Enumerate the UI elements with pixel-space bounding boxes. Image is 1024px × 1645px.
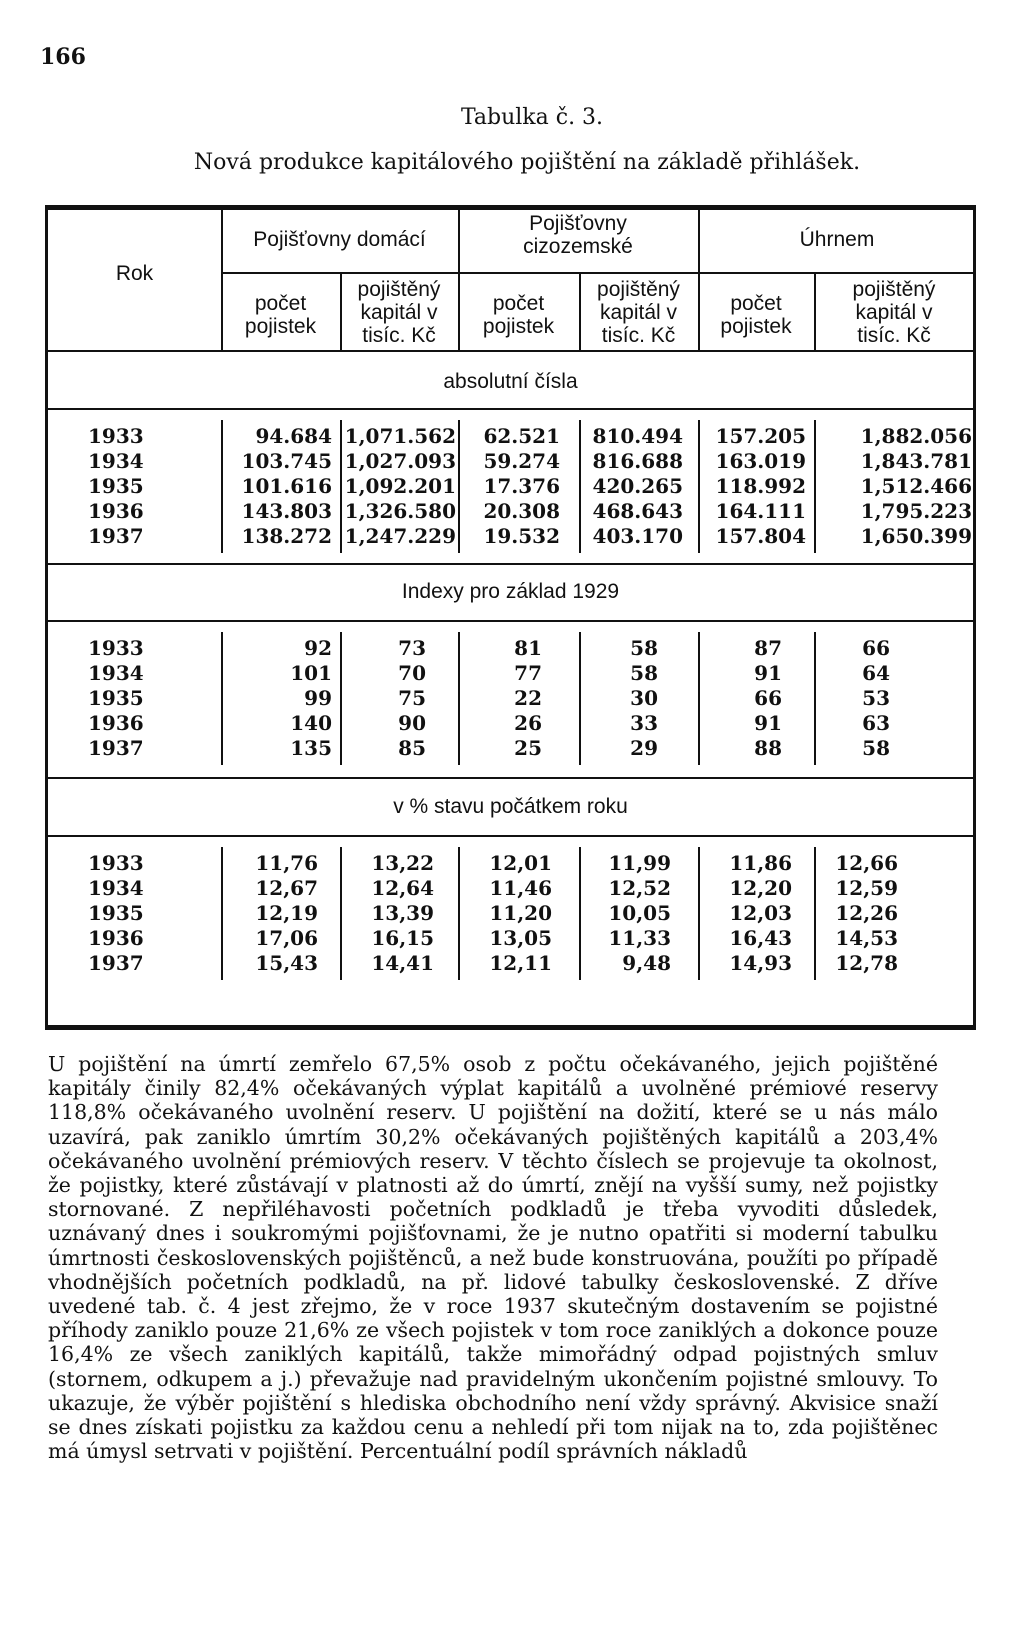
value-cell: 11,86 <box>729 851 792 875</box>
divider <box>814 632 816 765</box>
divider <box>458 847 460 980</box>
divider <box>698 632 700 765</box>
header-count-total <box>698 292 814 338</box>
value-cell: 11,99 <box>608 851 671 875</box>
value-cell: 1,027.093 <box>344 449 456 473</box>
divider <box>340 632 342 765</box>
value-cell: 12,19 <box>255 901 318 925</box>
table-label: Tabulka č. 3. <box>460 105 604 130</box>
header-count-line1: počet <box>254 292 307 315</box>
abs-tot-count <box>702 424 806 549</box>
value-cell: 1,071.562 <box>344 424 456 448</box>
value-cell: 135 <box>290 736 332 760</box>
abs-for-capital <box>583 424 683 549</box>
year-cell: 1934 <box>88 449 144 473</box>
value-cell: 53 <box>862 686 890 710</box>
year-cell: 1935 <box>88 901 144 925</box>
section-index: Indexy pro základ 1929 <box>401 580 620 603</box>
value-cell: 90 <box>398 711 426 735</box>
value-cell: 66 <box>754 686 782 710</box>
divider <box>698 420 700 553</box>
value-cell: 101.616 <box>241 474 332 498</box>
header-foreign-line2: cizozemské <box>523 235 633 259</box>
year-cell: 1934 <box>88 661 144 685</box>
value-cell: 77 <box>514 661 542 685</box>
value-cell: 85 <box>398 736 426 760</box>
header-capital-line1: pojištěný <box>357 278 441 301</box>
idx-for-capital <box>583 636 658 761</box>
value-cell: 19.532 <box>483 524 560 548</box>
header-capital-line3: tisíc. Kč <box>362 324 436 348</box>
value-cell: 1,326.580 <box>344 499 456 523</box>
divider <box>48 777 973 779</box>
year-cell: 1937 <box>88 524 144 548</box>
header-capital-line3: tisíc. Kč <box>857 324 931 348</box>
value-cell: 70 <box>398 661 426 685</box>
header-capital-foreign <box>579 278 698 347</box>
value-cell: 1,092.201 <box>344 474 456 498</box>
value-cell: 25 <box>514 736 542 760</box>
header-capital-domestic <box>340 278 458 347</box>
pct-dom-capital <box>344 851 434 976</box>
value-cell: 15,43 <box>255 951 318 975</box>
value-cell: 1,843.781 <box>860 449 972 473</box>
value-cell: 20.308 <box>483 499 560 523</box>
section-percent: v % stavu počátkem roku <box>393 795 628 818</box>
header-count-foreign <box>458 292 579 338</box>
value-cell: 87 <box>754 636 782 660</box>
idx-for-count <box>462 636 542 761</box>
abs-for-count <box>462 424 560 549</box>
value-cell: 58 <box>862 736 890 760</box>
idx-dom-count <box>228 636 332 761</box>
pct-for-count <box>462 851 552 976</box>
years-absolute <box>88 424 144 549</box>
header-count-line2: pojistek <box>244 315 317 339</box>
year-cell: 1936 <box>88 711 144 735</box>
header-capital-line1: pojištěný <box>852 278 936 301</box>
header-count-line2: pojistek <box>720 315 792 339</box>
abs-tot-capital <box>818 424 972 549</box>
value-cell: 420.265 <box>592 474 683 498</box>
years-percent <box>88 851 144 976</box>
year-cell: 1936 <box>88 499 144 523</box>
value-cell: 101 <box>290 661 332 685</box>
value-cell: 91 <box>754 711 782 735</box>
value-cell: 58 <box>630 636 658 660</box>
divider <box>698 847 700 980</box>
value-cell: 26 <box>514 711 542 735</box>
year-cell: 1936 <box>88 926 144 950</box>
divider <box>340 420 342 553</box>
header-count-line1: počet <box>730 292 782 315</box>
year-cell: 1935 <box>88 686 144 710</box>
idx-tot-count <box>702 636 782 761</box>
value-cell: 157.804 <box>715 524 806 548</box>
value-cell: 118.992 <box>715 474 806 498</box>
value-cell: 59.274 <box>483 449 560 473</box>
value-cell: 11,20 <box>489 901 552 925</box>
header-count-domestic <box>221 292 340 338</box>
value-cell: 63 <box>862 711 890 735</box>
divider <box>48 408 973 410</box>
header-capital-line2: kapitál v <box>360 301 438 325</box>
value-cell: 12,26 <box>835 901 898 925</box>
divider <box>221 632 223 765</box>
value-cell: 164.111 <box>715 499 806 523</box>
value-cell: 75 <box>398 686 426 710</box>
value-cell: 64 <box>862 661 890 685</box>
data-table <box>45 205 976 1030</box>
divider <box>814 420 816 553</box>
header-total: Úhrnem <box>799 228 875 251</box>
pct-tot-capital <box>818 851 898 976</box>
header-domestic: Pojišťovny domácí <box>253 228 426 251</box>
header-count-line2: pojistek <box>482 315 555 339</box>
value-cell: 1,512.466 <box>860 474 972 498</box>
divider <box>48 620 973 622</box>
value-cell: 11,33 <box>608 926 671 950</box>
value-cell: 17.376 <box>483 474 560 498</box>
divider <box>579 632 581 765</box>
divider <box>579 847 581 980</box>
value-cell: 1,650.399 <box>860 524 972 548</box>
value-cell: 12,11 <box>489 951 552 975</box>
divider <box>458 632 460 765</box>
value-cell: 99 <box>304 686 332 710</box>
divider <box>221 272 976 274</box>
value-cell: 9,48 <box>622 951 671 975</box>
year-cell: 1933 <box>88 636 144 660</box>
value-cell: 91 <box>754 661 782 685</box>
value-cell: 1,882.056 <box>860 424 972 448</box>
section-absolute: absolutní čísla <box>443 370 578 393</box>
value-cell: 12,01 <box>489 851 552 875</box>
value-cell: 94.684 <box>255 424 332 448</box>
page-number: 166 <box>40 44 86 70</box>
idx-dom-capital <box>344 636 426 761</box>
value-cell: 468.643 <box>592 499 683 523</box>
value-cell: 14,41 <box>371 951 434 975</box>
table-title: Nová produkce kapitálového pojištění na základě přihlášek. <box>193 150 861 175</box>
value-cell: 33 <box>630 711 658 735</box>
value-cell: 16,43 <box>729 926 792 950</box>
header-year: Rok <box>115 262 154 285</box>
year-cell: 1935 <box>88 474 144 498</box>
value-cell: 12,03 <box>729 901 792 925</box>
value-cell: 73 <box>398 636 426 660</box>
header-capital-line2: kapitál v <box>599 301 678 325</box>
value-cell: 157.205 <box>715 424 806 448</box>
pct-for-capital <box>583 851 671 976</box>
value-cell: 12,67 <box>255 876 318 900</box>
value-cell: 14,93 <box>729 951 792 975</box>
header-foreign-line1: Pojišťovny <box>529 212 627 235</box>
value-cell: 103.745 <box>241 449 332 473</box>
divider <box>340 847 342 980</box>
value-cell: 816.688 <box>592 449 683 473</box>
value-cell: 143.803 <box>241 499 332 523</box>
value-cell: 62.521 <box>483 424 560 448</box>
years-index <box>88 636 144 761</box>
value-cell: 12,66 <box>835 851 898 875</box>
value-cell: 88 <box>754 736 782 760</box>
value-cell: 12,78 <box>835 951 898 975</box>
year-cell: 1933 <box>88 851 144 875</box>
value-cell: 12,20 <box>729 876 792 900</box>
value-cell: 92 <box>304 636 332 660</box>
value-cell: 810.494 <box>592 424 683 448</box>
value-cell: 22 <box>514 686 542 710</box>
header-count-line1: počet <box>492 292 545 315</box>
year-cell: 1933 <box>88 424 144 448</box>
year-cell: 1937 <box>88 736 144 760</box>
year-cell: 1937 <box>88 951 144 975</box>
header-capital-line2: kapitál v <box>855 301 933 325</box>
divider <box>221 420 223 553</box>
year-cell: 1934 <box>88 876 144 900</box>
value-cell: 16,15 <box>371 926 434 950</box>
abs-dom-capital <box>344 424 456 549</box>
divider <box>48 563 973 565</box>
value-cell: 58 <box>630 661 658 685</box>
pct-tot-count <box>702 851 792 976</box>
divider <box>221 847 223 980</box>
value-cell: 13,22 <box>371 851 434 875</box>
value-cell: 1,247.229 <box>344 524 456 548</box>
value-cell: 12,52 <box>608 876 671 900</box>
header-capital-line3: tisíc. Kč <box>601 324 676 348</box>
value-cell: 14,53 <box>835 926 898 950</box>
value-cell: 403.170 <box>592 524 683 548</box>
value-cell: 17,06 <box>255 926 318 950</box>
value-cell: 140 <box>290 711 332 735</box>
value-cell: 12,59 <box>835 876 898 900</box>
pct-dom-count <box>228 851 318 976</box>
divider <box>579 420 581 553</box>
value-cell: 163.019 <box>715 449 806 473</box>
paragraph-text: U pojištění na úmrtí zemřelo 67,5% osob z počtu očekávaného, jejich pojištěné kapitály činily 82,4% očekávaných výplat kapitálů a uvolněné prémiové reservy 118,8% očekávaného uvolnění reserv. U pojištění na dožití, které se u nás málo uzavírá, pak zaniklo úmrtím 30,2% očekávaných pojištěných kapitálů a 203,4% očekávaného uvolnění prémiových reserv. V těchto číslech se projevuje ta okolnost, že pojistky, které zůstávají v platnosti až do úmrtí, znějí na vyšší sumy, než pojistky stornované. Z nepřiléhavosti početních podkladů je třeba vyvoditi důsledek, uznávaný dnes i soukromými pojišťovnami, že je nutno opatřiti si moderní tabulku úmrtnosti československých pojištěnců, a než bude konstruována, použíti po případě vhodnějších početních podkladů, na př. lidové tabulky československé. Z dříve uvedené tab. č. 4 jest zřejmo, že v roce 1937 skutečným dostavením se pojistné příhody zaniklo pouze 21,6% ze všech pojistek v tom roce zaniklých a dokonce pouze 16,4% ze všech zaniklých kapitálů, takže mimořádný odpad pojistných smluv (stornem, odkupem a j.) převažuje nad pravidelným ukončením pojistné smlouvy. To ukazuje, že výběr pojištění s hlediska obchodního není vždy správný. Akvisice snaží se dnes získati pojistku za každou cenu a nehledí při tom nijak na to, zda pojištěnec má úmysl setrvati v pojištění. Percentuální podíl správních nákladů <box>48 1052 938 1464</box>
value-cell: 11,76 <box>255 851 318 875</box>
value-cell: 12,64 <box>371 876 434 900</box>
value-cell: 13,39 <box>371 901 434 925</box>
header-capital-total <box>814 278 974 347</box>
divider <box>48 835 973 837</box>
value-cell: 1,795.223 <box>860 499 972 523</box>
header-capital-line1: pojištěný <box>597 278 680 301</box>
body-paragraph <box>48 1052 938 1463</box>
abs-dom-count <box>228 424 332 549</box>
value-cell: 30 <box>630 686 658 710</box>
value-cell: 81 <box>514 636 542 660</box>
idx-tot-capital <box>818 636 890 761</box>
value-cell: 10,05 <box>608 901 671 925</box>
value-cell: 66 <box>862 636 890 660</box>
divider <box>814 847 816 980</box>
value-cell: 13,05 <box>489 926 552 950</box>
divider <box>48 350 973 352</box>
divider <box>458 420 460 553</box>
value-cell: 11,46 <box>489 876 552 900</box>
value-cell: 29 <box>630 736 658 760</box>
header-foreign <box>458 212 698 258</box>
value-cell: 138.272 <box>241 524 332 548</box>
